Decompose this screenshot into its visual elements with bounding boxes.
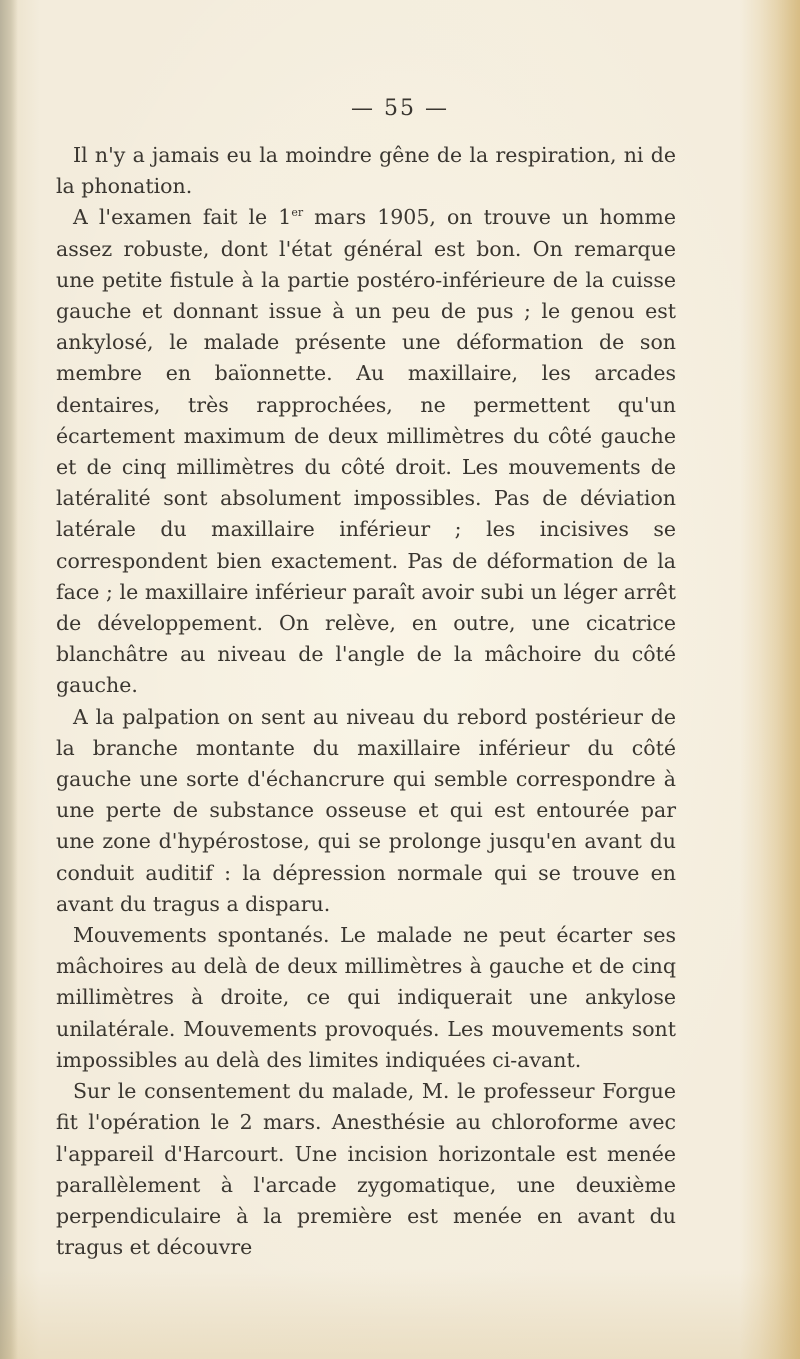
paragraph-palpation: A la palpation on sent au niveau du rebord postérieur de la branche montante du maxillaire inférieur du côté gauche une sorte d'échancrure qui semble correspondre à une perte de substance osseuse et qui est entourée par une zone d'hypérostose, qui se prolonge jusqu'en avant du conduit auditif : la dépression normale qui se trouve en avant du tragus a disparu. (56, 704, 676, 916)
page-number: — 55 — (351, 96, 449, 121)
book-spine-shadow (0, 0, 18, 1359)
paragraph-movements: Mouvements spontanés. Le malade ne peut écarter ses mâchoires au delà de deux millimètres à gauche et de cinq millimètres à droite, ce qui indiquerait une ankylose unilatérale. Mouvements provoqués. Les mouvements sont impossibles au delà des limites indiquées ci-avant. (56, 923, 676, 1072)
paragraph-examination (56, 202, 676, 701)
body-text (56, 140, 676, 1263)
page-bottom-discoloration (0, 1269, 800, 1359)
paragraph-respiration: Il n'y a jamais eu la moindre gêne de la respiration, ni de la phonation. (56, 143, 676, 199)
exam-body: mars 1905, on trouve un homme assez robuste, dont l'état général est bon. On remarque une petite fistule à la partie postéro-inférieure de la cuisse gauche et donnant issue à un peu de pus ; le genou est ankylosé, le malade présente une déformation de son membre en baïonnette. Au maxillaire, les arcades dentaires, très rapprochées, ne permettent qu'un écartement maximum de deux millimètres du côté gauche et de cinq millimètres du côté droit. Les mouvements de latéralité sont absolument impossibles. Pas de déviation latérale du maxillaire inférieur ; les incisives se correspondent bien exactement. Pas de déformation de la face ; le maxillaire inférieur paraît avoir subi un léger arrêt de développement. On relève, en outre, une cicatrice blanchâtre au niveau de l'angle de la mâchoire du côté gauche. (56, 205, 676, 698)
page-edge-discoloration (740, 0, 800, 1359)
exam-intro: A l'examen fait le 1 (73, 205, 292, 230)
exam-superscript: er (291, 206, 304, 220)
paragraph-operation: Sur le consentement du malade, M. le professeur Forgue fit l'opération le 2 mars. Anesthésie au chloroforme avec l'appareil d'Harcourt. Une incision horizontale est menée parallèlement à l'arcade zygomatique, une deuxième perpendiculaire à la première est menée en avant du tragus et découvre (56, 1079, 676, 1260)
